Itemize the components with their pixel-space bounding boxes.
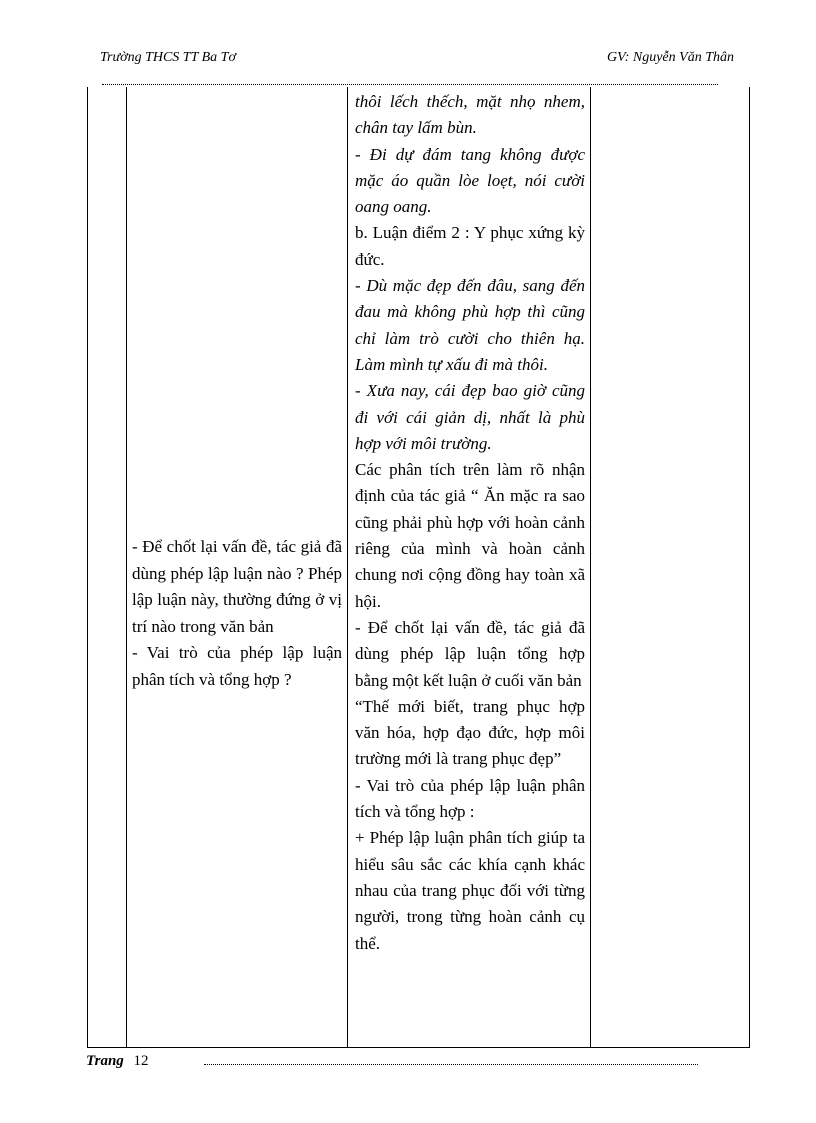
content-column [355,89,585,957]
lesson-table [87,87,750,1048]
content-paragraph: “Thế mới biết, trang phục hợp văn hóa, hợp đạo đức, hợp môi trường mới là trang phục đẹp” [355,696,585,769]
column-divider [126,87,127,1047]
footer-dotted-line [204,1064,698,1065]
content-paragraph: thôi lếch thếch, mặt nhọ nhem, chân tay lấm bùn. [355,92,585,138]
column-divider [347,87,348,1047]
content-paragraph: - Đi dự đám tang không được mặc áo quần lòe loẹt, nói cười oang oang. [355,144,585,217]
question-paragraph: - Vai trò của phép lập luận phân tích và tổng hợp ? [132,643,342,689]
school-name: Trường THCS TT Ba Tơ [100,50,236,65]
content-paragraph: - Xưa nay, cái đẹp bao giờ cũng đi với cái giản dị, nhất là phù hợp với môi trường. [355,381,585,453]
content-paragraph: + Phép lập luận phân tích giúp ta hiểu sâu sắc các khía cạnh khác nhau của trang phục đối với từng người, trong từng hoàn cảnh cụ thể. [355,828,585,953]
header-divider [102,84,718,85]
page-footer [86,1053,706,1075]
content-paragraph: - Vai trò của phép lập luận phân tích và tổng hợp : [355,775,585,822]
teacher-name: GV: Nguyễn Văn Thân [606,50,734,65]
question-paragraph: - Để chốt lại vấn đề, tác giả đã dùng phép lập luận nào ? Phép lập luận này, thường đứng ở vị trí nào trong văn bản [132,537,342,636]
teacher-activity-column [132,534,342,693]
page-number: 12 [133,1053,149,1069]
column-divider [590,87,591,1047]
page-label: Trang [86,1053,124,1069]
content-paragraph: Các phân tích trên làm rõ nhận định của tác giả “ Ăn mặc ra sao cũng phải phù hợp với hoàn cảnh riêng của mình và hoàn cảnh chung nơi cộng đồng hay toàn xã hội. [355,460,585,611]
page-header [100,50,734,72]
content-paragraph: b. Luận điểm 2 : Y phục xứng kỳ đức. [355,223,585,269]
content-paragraph: - Để chốt lại vấn đề, tác giả đã dùng phép lập luận tổng hợp bằng một kết luận ở cuối văn bản [355,617,585,690]
content-paragraph: - Dù mặc đẹp đến đâu, sang đến đau mà không phù hợp thì cũng chỉ làm trò cười cho thiên hạ. Làm mình tự xấu đi mà thôi. [355,276,585,374]
